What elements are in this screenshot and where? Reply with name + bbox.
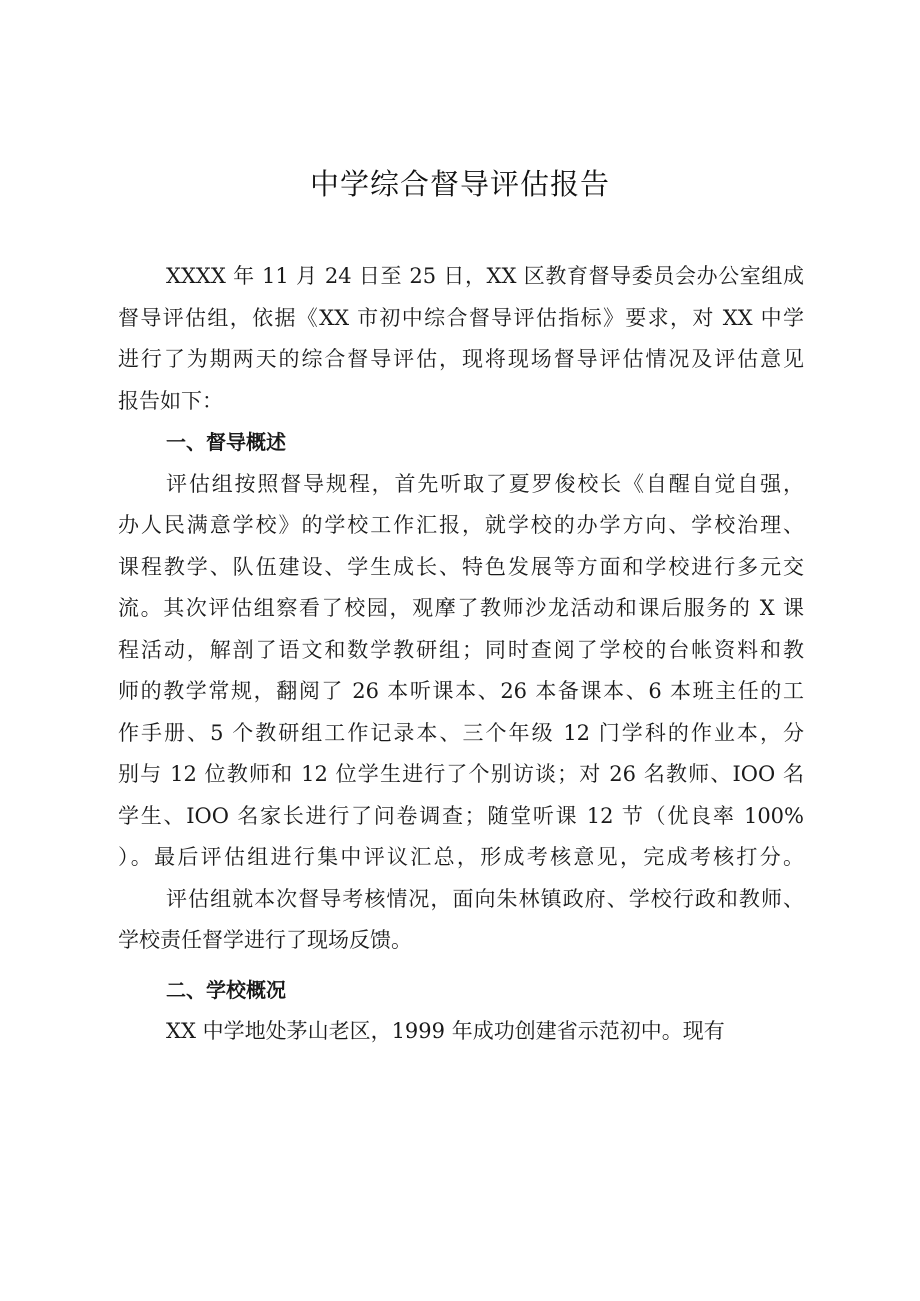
text-line: 报告如下： xyxy=(118,388,223,413)
section-heading-overview: 一、督导概述 xyxy=(166,430,286,454)
text-line: 别与 12 位教师和 12 位学生进行了个别访谈；对 26 名教师、IOO 名 xyxy=(118,762,804,786)
text-line: 流。其次评估组察看了校园，观摩了教师沙龙活动和课后服务的 X 课 xyxy=(118,596,804,620)
text-line: 进行了为期两天的综合督导评估，现将现场督导评估情况及评估意见 xyxy=(118,347,804,371)
document-title: 中学综合督导评估报告 xyxy=(309,167,610,201)
text-line: XXXX 年 11 月 24 日至 25 日，XX 区教育督导委员会办公室组成 xyxy=(166,264,804,288)
text-line: 办人民满意学校》的学校工作汇报，就学校的办学方向、学校治理、 xyxy=(118,513,804,537)
text-line: XX 中学地处茅山老区，1999 年成功创建省示范初中。现有 xyxy=(166,1019,725,1043)
text-line: 学生、IOO 名家长进行了问卷调查；随堂听课 12 节（优良率 100% xyxy=(118,803,804,828)
text-line: 评估组按照督导规程，首先听取了夏罗俊校长《自醒自觉自强， xyxy=(166,471,804,496)
text-line: 课程教学、队伍建设、学生成长、特色发展等方面和学校进行多元交 xyxy=(118,554,804,579)
text-line: 程活动，解剖了语文和数学教研组；同时查阅了学校的台帐资料和教 xyxy=(118,637,804,662)
document-body xyxy=(118,256,804,1053)
text-line: ）。最后评估组进行集中评议汇总，形成考核意见，完成考核打分。 xyxy=(118,845,804,869)
intro-paragraph xyxy=(118,256,804,422)
text-line: 评估组就本次督导考核情况，面向朱林镇政府、学校行政和教师、 xyxy=(166,886,804,911)
school-profile-paragraph xyxy=(118,1011,804,1053)
text-line: 学校责任督学进行了现场反馈。 xyxy=(118,928,412,952)
overview-paragraph xyxy=(118,464,804,879)
text-line: 作手册、5 个教研组工作记录本、三个年级 12 门学科的作业本，分 xyxy=(118,720,804,745)
text-line: 督导评估组，依据《XX 市初中综合督导评估指标》要求，对 XX 中学 xyxy=(118,305,804,330)
section-spacer xyxy=(118,962,804,970)
text-line: 师的教学常规，翻阅了 26 本听课本、26 本备课本、6 本班主任的工 xyxy=(118,679,804,703)
feedback-paragraph xyxy=(118,879,804,962)
section-heading-school-profile: 二、学校概况 xyxy=(166,977,286,1002)
